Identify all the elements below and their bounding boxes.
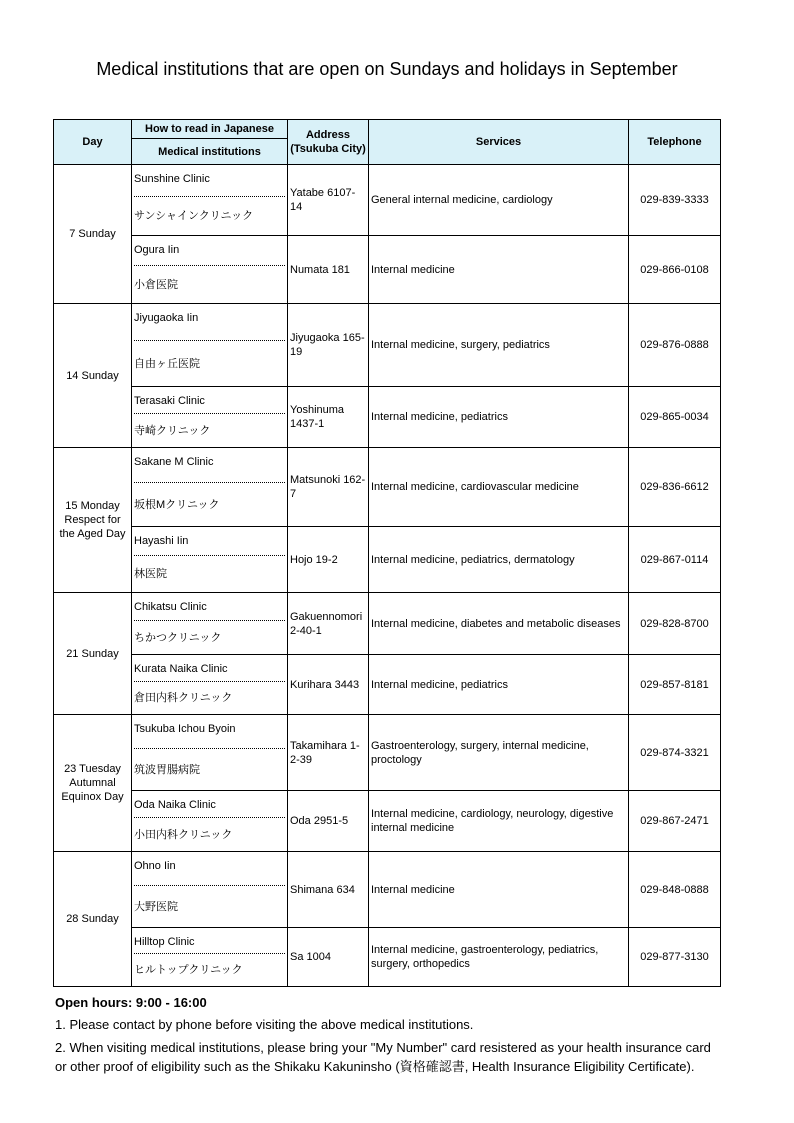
table-row (54, 527, 721, 593)
clinic-services: Internal medicine, diabetes and metabolic diseases (369, 593, 629, 655)
clinic-phone[interactable]: 029-836-6612 (629, 448, 721, 527)
clinic-services: Internal medicine, gastroenterology, pediatrics, surgery, orthopedics (369, 928, 629, 987)
clinic-reading: 小田内科クリニック (134, 828, 233, 841)
clinic-reading: 林医院 (134, 568, 167, 580)
day-cell: 15 Monday Respect for the Aged Day (54, 448, 132, 593)
notes-section (55, 993, 725, 1080)
header-how-to-read: How to read in Japanese (132, 120, 288, 139)
table-row (54, 791, 721, 852)
clinic-reading: 自由ヶ丘医院 (134, 357, 200, 370)
table-row (54, 655, 721, 715)
clinic-name: Chikatsu Clinic (134, 593, 285, 621)
clinic-address: Shimana 634 (288, 852, 369, 928)
clinic-reading: 寺崎クリニック (134, 424, 211, 437)
clinic-services: Gastroenterology, surgery, internal medicine, proctology (369, 715, 629, 791)
clinic-address: Sa 1004 (288, 928, 369, 987)
schedule-table (53, 119, 721, 987)
clinic-name: Terasaki Clinic (134, 387, 285, 414)
clinic-phone[interactable]: 029-867-2471 (629, 791, 721, 852)
clinic-services: Internal medicine, cardiovascular medicine (369, 448, 629, 527)
open-hours: Open hours: 9:00 - 16:00 (55, 995, 207, 1010)
clinic-services: Internal medicine (369, 852, 629, 928)
clinic-phone[interactable]: 029-857-8181 (629, 655, 721, 715)
clinic-name: Jiyugaoka Iin (134, 304, 285, 341)
clinic-address: Oda 2951-5 (288, 791, 369, 852)
clinic-phone[interactable]: 029-865-0034 (629, 387, 721, 448)
clinic-reading: ちかつクリニック (134, 631, 222, 644)
clinic-name: Hilltop Clinic (134, 928, 285, 954)
day-cell: 14 Sunday (54, 304, 132, 448)
clinic-phone[interactable]: 029-876-0888 (629, 304, 721, 387)
clinic-services: Internal medicine, pediatrics (369, 655, 629, 715)
header-day: Day (54, 120, 132, 165)
clinic-phone[interactable]: 029-848-0888 (629, 852, 721, 928)
clinic-name: Sakane M Clinic (134, 448, 285, 483)
clinic-address: Gakuennomori 2-40-1 (288, 593, 369, 655)
table-row (54, 236, 721, 304)
clinic-name: Sunshine Clinic (134, 165, 285, 197)
clinic-reading: 筑波胃腸病院 (134, 763, 200, 776)
clinic-reading: 小倉医院 (134, 278, 178, 291)
clinic-reading: 倉田内科クリニック (134, 692, 233, 704)
table-row (54, 165, 721, 236)
clinic-services: General internal medicine, cardiology (369, 165, 629, 236)
clinic-services: Internal medicine, pediatrics, dermatology (369, 527, 629, 593)
page-title: Medical institutions that are open on Sundays and holidays in September (96, 59, 678, 79)
day-cell: 7 Sunday (54, 165, 132, 304)
clinic-services: Internal medicine, surgery, pediatrics (369, 304, 629, 387)
table-row (54, 448, 721, 527)
clinic-phone[interactable]: 029-877-3130 (629, 928, 721, 987)
day-cell: 28 Sunday (54, 852, 132, 987)
clinic-address: Hojo 19-2 (288, 527, 369, 593)
table-row (54, 304, 721, 387)
clinic-name: Hayashi Iin (134, 527, 285, 556)
clinic-address: Yoshinuma 1437-1 (288, 387, 369, 448)
clinic-services: Internal medicine (369, 236, 629, 304)
table-row (54, 852, 721, 928)
day-cell: 23 Tuesday Autumnal Equinox Day (54, 715, 132, 852)
day-cell: 21 Sunday (54, 593, 132, 715)
table-row (54, 387, 721, 448)
clinic-services: Internal medicine, cardiology, neurology, digestive internal medicine (369, 791, 629, 852)
clinic-address: Yatabe 6107-14 (288, 165, 369, 236)
clinic-phone[interactable]: 029-839-3333 (629, 165, 721, 236)
table-row (54, 593, 721, 655)
clinic-reading: 坂根Mクリニック (134, 498, 220, 511)
clinic-address: Jiyugaoka 165-19 (288, 304, 369, 387)
clinic-name: Ogura Iin (134, 236, 285, 266)
header-address: Address (Tsukuba City) (288, 120, 369, 165)
clinic-phone[interactable]: 029-874-3321 (629, 715, 721, 791)
clinic-reading: サンシャインクリニック (134, 210, 254, 222)
clinic-name: Oda Naika Clinic (134, 791, 285, 818)
clinic-address: Numata 181 (288, 236, 369, 304)
clinic-phone[interactable]: 029-867-0114 (629, 527, 721, 593)
clinic-name: Ohno Iin (134, 852, 285, 886)
clinic-name: Tsukuba Ichou Byoin (134, 715, 285, 749)
header-telephone: Telephone (629, 120, 721, 165)
clinic-services: Internal medicine, pediatrics (369, 387, 629, 448)
clinic-reading: ヒルトップクリニック (134, 964, 243, 976)
table-row (54, 928, 721, 987)
header-services: Services (369, 120, 629, 165)
clinic-phone[interactable]: 029-828-8700 (629, 593, 721, 655)
note-2: 2. When visiting medical institutions, please bring your "My Number" card resistered as your health insurance card or other proof of eligibility such as the Shikaku Kakuninsho (資格確認書, Health Insurance Eligibility Certificate). (55, 1040, 711, 1074)
clinic-address: Takamihara 1-2-39 (288, 715, 369, 791)
table-row (54, 715, 721, 791)
note-1: 1. Please contact by phone before visiting the above medical institutions. (55, 1017, 474, 1032)
clinic-phone[interactable]: 029-866-0108 (629, 236, 721, 304)
clinic-name: Kurata Naika Clinic (134, 655, 285, 682)
clinic-address: Matsunoki 162-7 (288, 448, 369, 527)
clinic-address: Kurihara 3443 (288, 655, 369, 715)
header-institutions: Medical institutions (132, 139, 288, 165)
clinic-reading: 大野医院 (134, 900, 178, 913)
